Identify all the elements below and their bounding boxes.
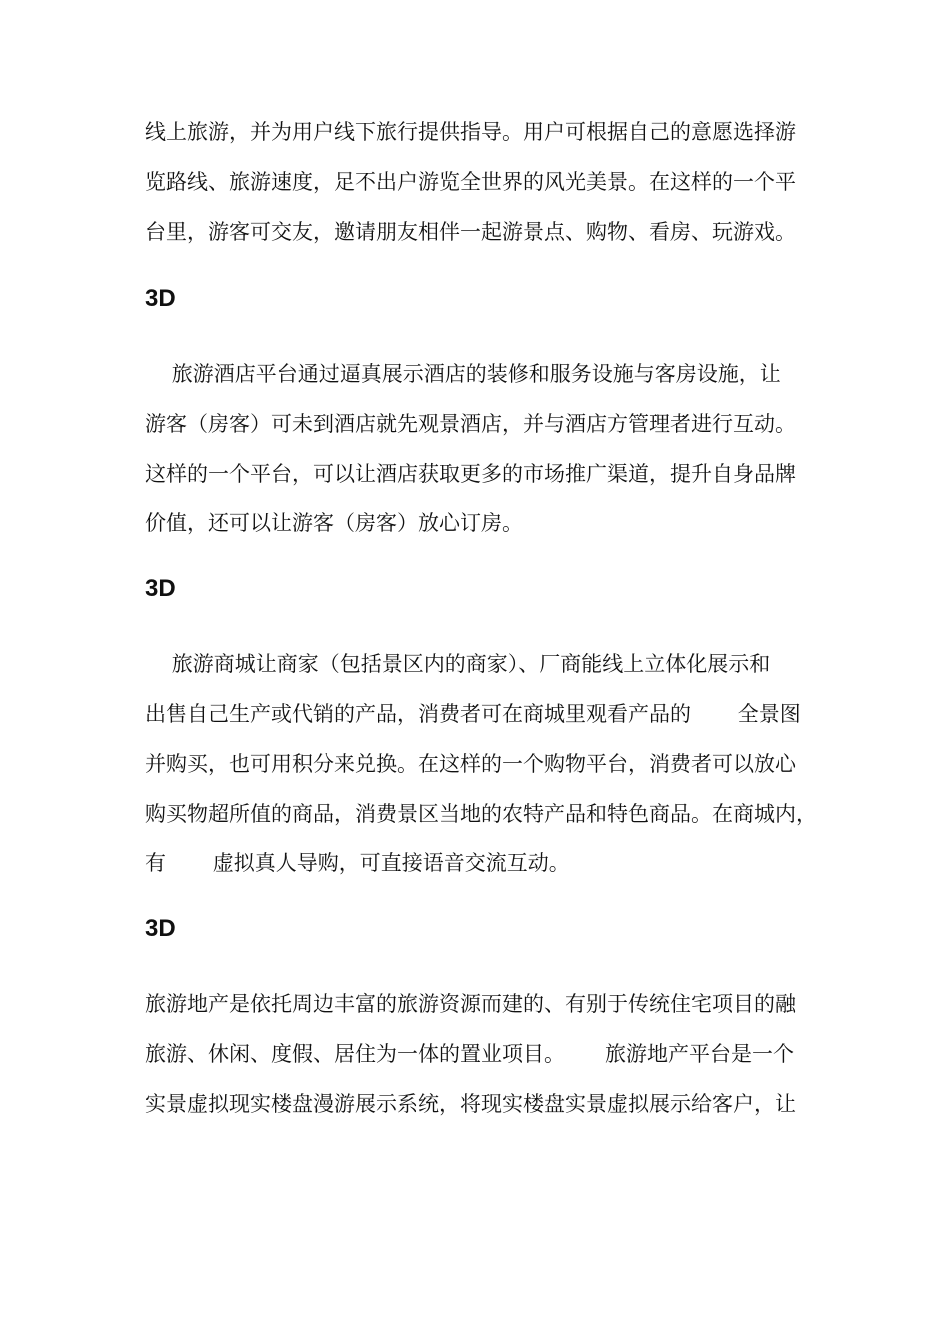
paragraph-line: 游客（房客）可未到酒店就先观景酒店，并与酒店方管理者进行互动。: [145, 412, 796, 436]
paragraph-line: 旅游商城让商家（包括景区内的商家）、厂商能线上立体化展示和: [145, 652, 771, 676]
paragraph-line: 旅游、休闲、度假、居住为一体的置业项目。 旅游地产平台是一个: [145, 1042, 795, 1066]
paragraph-line: 旅游酒店平台通过逼真展示酒店的装修和服务设施与客房设施，让: [145, 362, 781, 386]
paragraph-line: 有 虚拟真人导购，可直接语音交流互动。: [145, 851, 570, 875]
paragraph-line: 这样的一个平台，可以让酒店获取更多的市场推广渠道，提升自身品牌: [145, 462, 796, 486]
section-heading: 3D: [145, 575, 176, 602]
paragraph-line: 线上旅游，并为用户线下旅行提供指导。用户可根据自己的意愿选择游: [145, 120, 796, 144]
section-heading: 3D: [145, 285, 176, 312]
paragraph-line: 价值，还可以让游客（房客）放心订房。: [145, 511, 523, 535]
paragraph-line: 并购买，也可用积分来兑换。在这样的一个购物平台，消费者可以放心: [145, 752, 796, 776]
paragraph-line: 览路线、旅游速度，足不出户游览全世界的风光美景。在这样的一个平: [145, 170, 796, 194]
paragraph-line: 实景虚拟现实楼盘漫游展示系统，将现实楼盘实景虚拟展示给客户，让: [145, 1092, 796, 1116]
paragraph-line: 台里，游客可交友，邀请朋友相伴一起游景点、购物、看房、玩游戏。: [145, 220, 796, 244]
paragraph-line: 旅游地产是依托周边丰富的旅游资源而建的、有别于传统住宅项目的融: [145, 992, 796, 1016]
paragraph-line: 出售自己生产或代销的产品，消费者可在商城里观看产品的 全景图: [145, 702, 801, 726]
section-heading: 3D: [145, 915, 176, 942]
paragraph-line: 购买物超所值的商品，消费景区当地的农特产品和特色商品。在商城内，: [145, 802, 817, 826]
